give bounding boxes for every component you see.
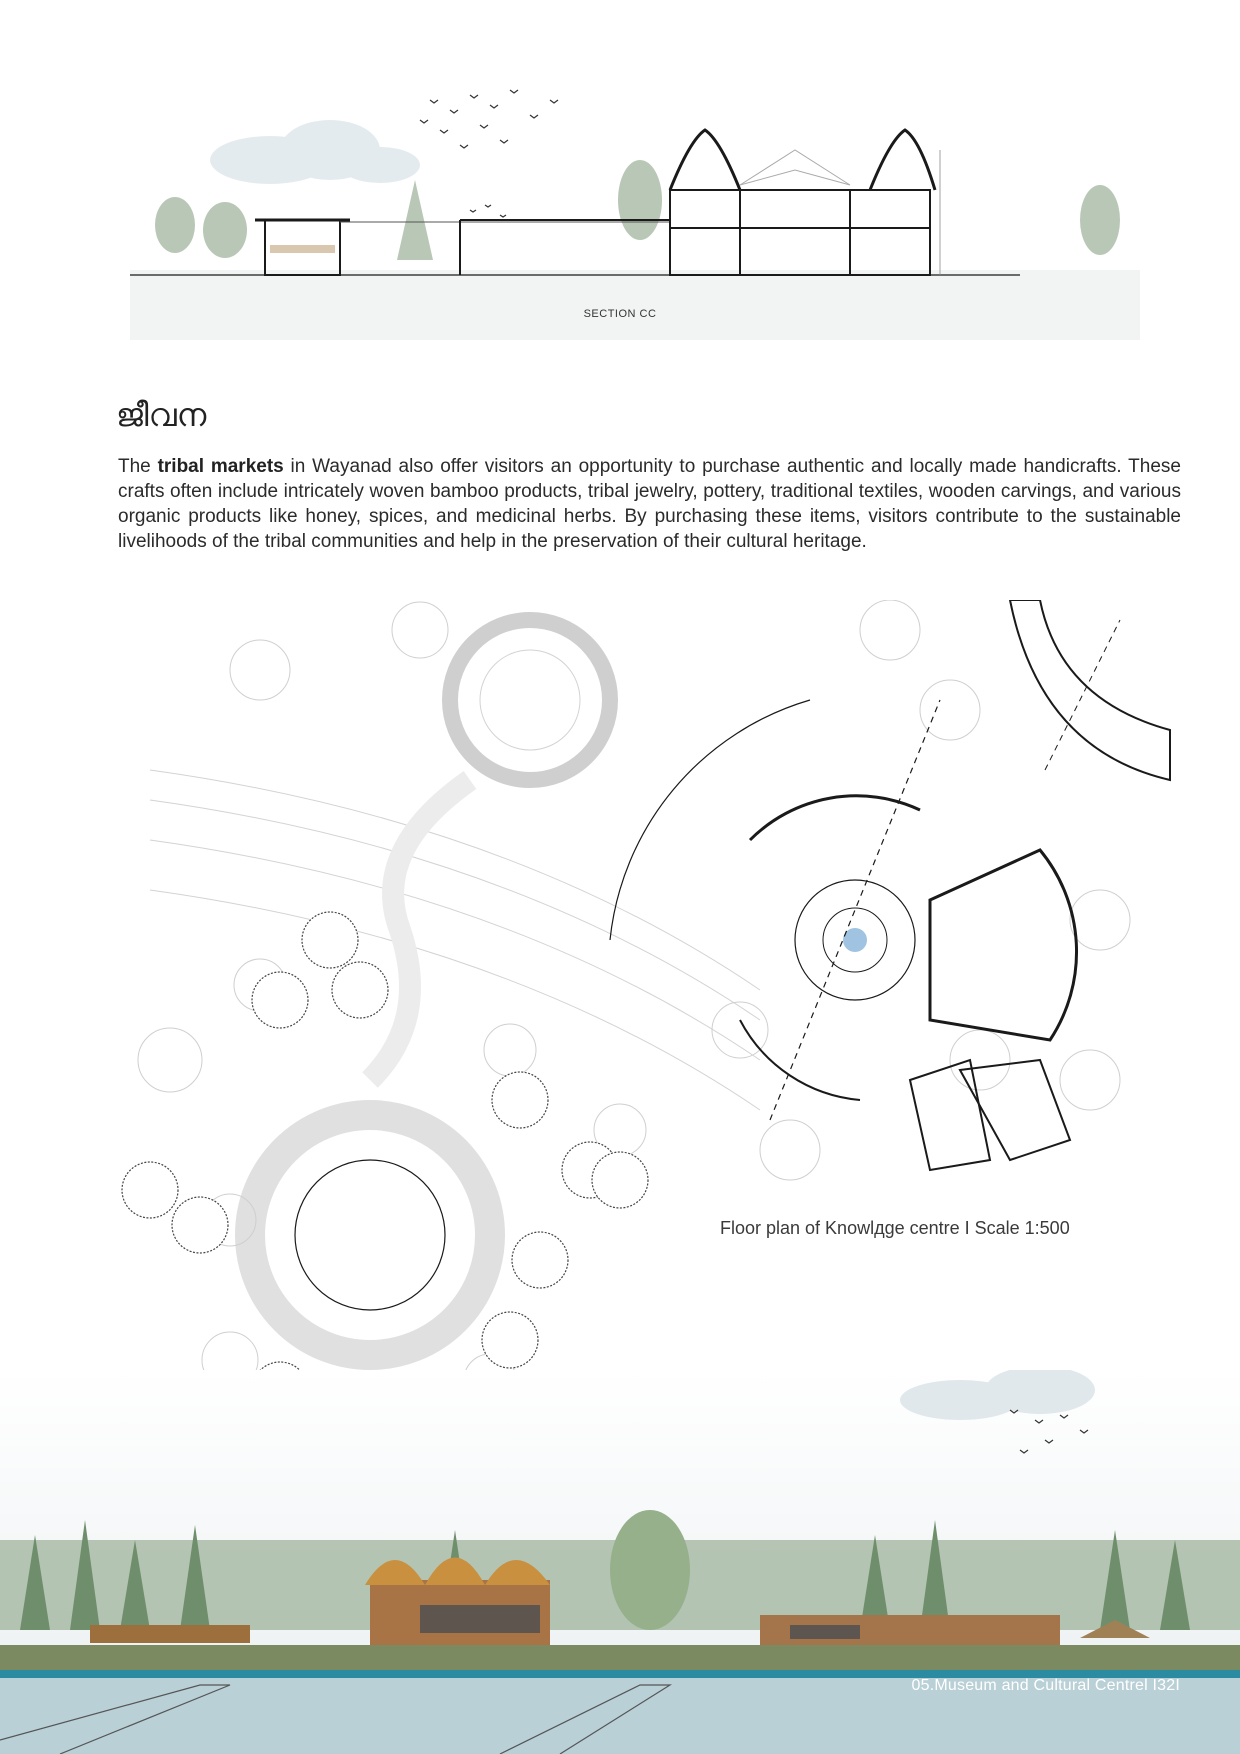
intro-text-before: The bbox=[118, 456, 158, 477]
intro-paragraph bbox=[118, 454, 1181, 554]
intro-text-after: in Wayanad also offer visitors an opportunity to purchase authentic and locally made handicrafts. These crafts often include intricately woven bamboo products, tribal jewelry, pottery, traditional textiles, wooden carvings, and various organic products like honey, spices, and medicinal herbs. By purchasing these items, visitors contribute to the sustainable livelihoods of the tribal communities and help in the preservation of their cultural heritage. bbox=[118, 456, 1181, 552]
elevation-illustration bbox=[0, 1370, 1240, 1754]
museum-building bbox=[365, 1558, 550, 1646]
section-label: SECTION CC bbox=[583, 308, 657, 320]
left-pavilion bbox=[255, 220, 350, 275]
main-building-section bbox=[670, 130, 935, 275]
right-wing-plan bbox=[1010, 600, 1170, 780]
birds-illustration bbox=[420, 90, 558, 217]
plan-caption: Floor plan of Knowlдge centre I Scale 1:500 bbox=[720, 1218, 1070, 1238]
page-footer-label: 05.Museum and Cultural Centrel I32I bbox=[911, 1677, 1180, 1694]
intro-text-bold: tribal markets bbox=[157, 456, 284, 477]
cloud-illustration bbox=[210, 120, 420, 184]
site-plan-drawing bbox=[110, 600, 1190, 1450]
page-title: ജീവന bbox=[116, 396, 207, 434]
left-pavilion-elevation bbox=[90, 1625, 250, 1643]
knowledge-centre-plan bbox=[610, 700, 1077, 1170]
